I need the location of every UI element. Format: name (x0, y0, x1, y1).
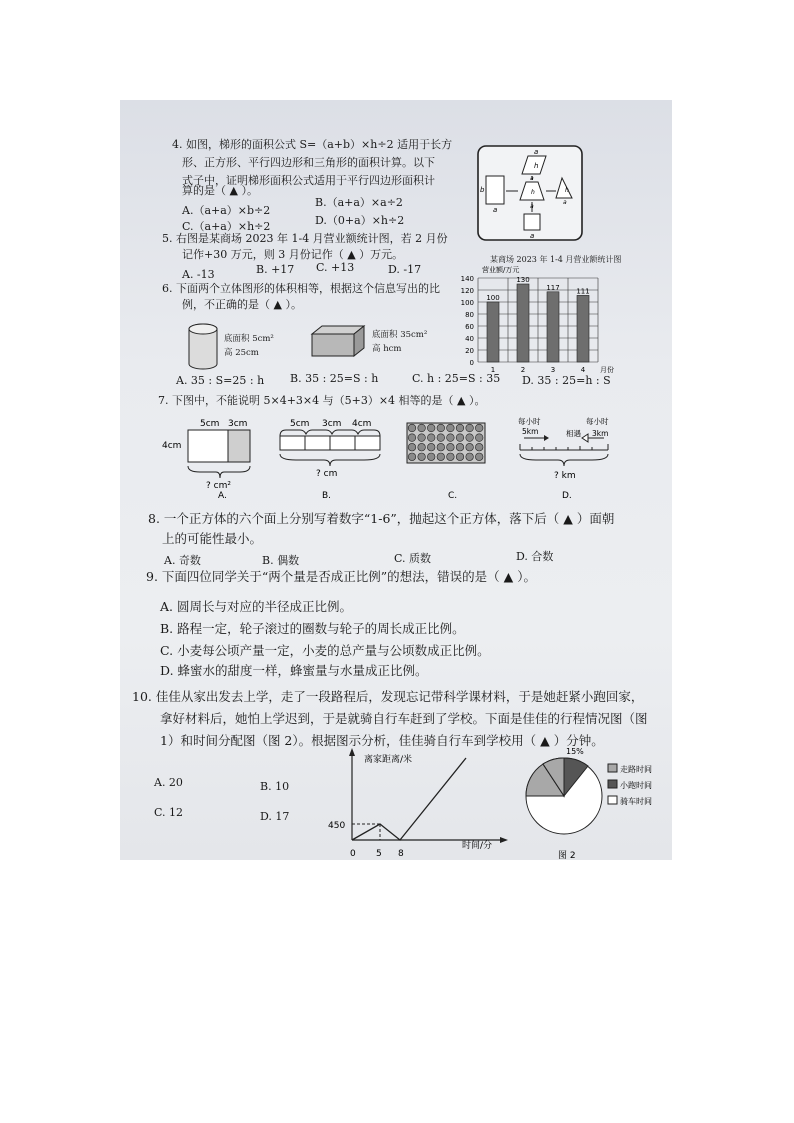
q5-line2: 记作+30 万元，则 3 月份记作（ ▲ ）万元。 (182, 248, 404, 261)
legend-bike-swatch (608, 796, 617, 804)
q5-option-c[interactable]: C. +13 (316, 261, 355, 274)
q4-fig-label: h (534, 162, 539, 170)
q10-line2: 拿好材料后，她怕上学迟到，于是就骑自行车赶到了学校。下面是佳佳的行程情况图（图 (160, 711, 648, 726)
q7-figure-a (160, 416, 260, 498)
exam-photo (120, 100, 672, 860)
q7b-top2: 3cm (322, 419, 342, 429)
q4-fig-label: a (493, 206, 498, 214)
q7b-top3: 4cm (352, 419, 372, 429)
grid-circle (437, 453, 445, 461)
cuboid-shape (310, 324, 366, 358)
q4-option-d[interactable]: D.（0+a）×h÷2 (315, 214, 405, 227)
q8-option-a[interactable]: A. 奇数 (164, 554, 201, 567)
grid-circle (437, 424, 445, 432)
grid-circle (418, 434, 426, 442)
grid-circle (475, 434, 483, 442)
y-tick-label: 120 (460, 287, 474, 295)
q7d-t3: 相遇 (566, 429, 581, 438)
q6-line1: 6. 下面两个立体图形的体积相等，根据这个信息写出的比 (162, 282, 440, 295)
y-tick-label: 140 (460, 275, 474, 283)
q7a-label: A. (218, 491, 227, 498)
grid-circle (408, 434, 416, 442)
grid-circle (466, 443, 474, 451)
chart-title: 某商场 2023 年 1-4 月营业额统计图 (490, 255, 622, 264)
bar-value-label: 130 (516, 276, 530, 284)
q4-fig-label: a (530, 203, 534, 210)
q10-graph-ylabel: 离家距离/米 (364, 755, 413, 765)
q8-option-d[interactable]: D. 合数 (516, 550, 554, 563)
grid-circle (466, 453, 474, 461)
grid-circle (418, 424, 426, 432)
q4-option-a[interactable]: A.（a+a）×b÷2 (182, 204, 271, 217)
q8-option-b[interactable]: B. 偶数 (262, 554, 300, 567)
q4-trapezoid-figure (476, 144, 584, 242)
grid-circle (466, 424, 474, 432)
q10-distance-time-graph (320, 744, 510, 860)
q8-option-c[interactable]: C. 质数 (394, 552, 432, 565)
x-tick-label: 4 (580, 366, 586, 374)
q4-fig-label: a (530, 175, 534, 182)
grid-circle (475, 453, 483, 461)
q9-option-d[interactable]: D. 蜂蜜水的甜度一样，蜂蜜量与水量成正比例。 (160, 663, 428, 678)
x-tick-label: 3 (550, 366, 556, 374)
q4-option-c[interactable]: C.（a+a）×h÷2 (182, 220, 271, 233)
grid-circle (427, 434, 435, 442)
q7a-top1: 5cm (200, 419, 220, 429)
q5-option-d[interactable]: D. -17 (388, 263, 422, 276)
cylinder-base-label: 底面积 5cm² (224, 334, 274, 344)
y-axis-label: 营业额/万元 (482, 266, 520, 274)
q4-fig-label: a (563, 199, 567, 206)
q10-graph-x0: 0 (350, 849, 356, 859)
grid-circle (437, 443, 445, 451)
x-axis-label: 月份 (600, 366, 614, 374)
q10-option-d[interactable]: D. 17 (260, 810, 290, 823)
x-tick-label: 1 (490, 366, 496, 374)
bar-value-label: 111 (576, 287, 590, 296)
q7-figure-d (516, 416, 616, 498)
grid-circle (437, 434, 445, 442)
bar (517, 284, 529, 362)
y-tick-label: 20 (465, 347, 474, 355)
q6-option-b[interactable]: B. 35 : 25=S : h (290, 372, 379, 385)
q7a-side: 4cm (162, 441, 182, 451)
y-tick-label: 40 (465, 335, 474, 343)
q10-option-b[interactable]: B. 10 (260, 780, 290, 793)
grid-circle (408, 443, 416, 451)
q10-option-c[interactable]: C. 12 (154, 806, 184, 819)
grid-circle (447, 434, 455, 442)
q10-graph-x8: 8 (398, 849, 404, 859)
q7d-t4: 每小时 (586, 417, 609, 426)
q10-line1: 10. 佳佳从家出发去上学，走了一段路程后，发现忘记带科学课材料，于是她赶紧小跑回家， (132, 689, 644, 704)
q7d-t2: 5km (522, 427, 539, 436)
grid-circle (475, 443, 483, 451)
q7d-bottom: ? km (554, 471, 576, 481)
y-tick-label: 100 (460, 299, 474, 307)
bar-value-label: 100 (486, 294, 500, 302)
q10-pie-legend-bike: 骑车时间 (620, 797, 652, 806)
q6-option-c[interactable]: C. h : 25=S : 35 (412, 372, 501, 385)
q7d-t5: 3km (592, 429, 609, 438)
q4-line4: 算的是（ ▲ ）。 (182, 184, 258, 197)
grid-circle (408, 424, 416, 432)
grid-circle (456, 424, 464, 432)
q10-pie-legend-run: 小跑时间 (620, 781, 652, 790)
q5-option-b[interactable]: B. +17 (256, 263, 295, 276)
q4-fig-label: a (530, 232, 535, 240)
q4-fig-label: h (565, 187, 569, 194)
q4-line2: 形、正方形、平行四边形和三角形的面积计算。以下 (182, 156, 435, 169)
q5-line1: 5. 右图是某商场 2023 年 1-4 月营业额统计图，若 2 月份 (162, 232, 448, 245)
q7-figure-b (276, 416, 386, 498)
y-tick-label: 80 (465, 311, 474, 319)
grid-circle (427, 443, 435, 451)
q7b-top1: 5cm (290, 419, 310, 429)
x-tick-label: 2 (520, 366, 526, 374)
q4-line1: 4. 如图，梯形的面积公式 S=（a+b）×h÷2 适用于长方 (172, 138, 453, 151)
q10-pie-pct: 15% (566, 747, 584, 756)
q9-option-b[interactable]: B. 路程一定，轮子滚过的圈数与轮子的周长成正比例。 (160, 621, 465, 636)
grid-circle (456, 434, 464, 442)
q6-option-a[interactable]: A. 35 : S=25 : h (176, 374, 265, 387)
bar (577, 295, 589, 362)
q6-option-d[interactable]: D. 35 : 25=h : S (522, 374, 611, 387)
q5-option-a[interactable]: A. -13 (182, 268, 215, 281)
grid-circle (418, 453, 426, 461)
q7a-top2: 3cm (228, 419, 248, 429)
grid-circle (466, 434, 474, 442)
legend-run-swatch (608, 780, 617, 788)
q10-time-pie-chart (522, 742, 670, 860)
q7-line1: 7. 下图中，不能说明 5×4+3×4 与（5+3）×4 相等的是（ ▲ ）。 (158, 394, 486, 407)
grid-circle (456, 443, 464, 451)
cuboid-height-label: 高 hcm (372, 344, 402, 354)
q8-line2: 上的可能性最小。 (162, 531, 263, 546)
q10-pie-legend-walk: 走路时间 (620, 765, 652, 774)
q10-line3: 1）和时间分配图（图 2）。根据图示分析，佳佳骑自行车到学校用（ ▲ ）分钟。 (160, 733, 604, 748)
bar (547, 292, 559, 362)
q7-figure-c (406, 422, 486, 498)
grid-circle (456, 453, 464, 461)
grid-circle (427, 424, 435, 432)
q9-option-c[interactable]: C. 小麦每公顷产量一定，小麦的总产量与公顷数成正比例。 (160, 643, 490, 658)
revenue-bar-chart (450, 262, 625, 380)
bar (487, 302, 499, 362)
q7d-t1: 每小时 (518, 417, 541, 426)
q4-line3: 式子中，证明梯形面积公式适用于平行四边形面积计 (182, 174, 435, 187)
q8-line1: 8. 一个正方体的六个面上分别写着数字“1-6”，抛起这个正方体，落下后（ ▲ ）面朝 (148, 511, 615, 526)
cylinder-shape (186, 322, 220, 372)
q10-graph-xlabel: 时间/分 (462, 841, 493, 851)
legend-walk-swatch (608, 764, 617, 772)
grid-circle (447, 453, 455, 461)
q7d-label: D. (562, 491, 572, 498)
grid-circle (447, 424, 455, 432)
q4-option-b[interactable]: B.（a+a）×a÷2 (315, 196, 403, 209)
grid-circle (418, 443, 426, 451)
grid-circle (475, 424, 483, 432)
q10-graph-x5: 5 (376, 849, 382, 859)
bar-value-label: 117 (546, 283, 560, 292)
cylinder-height-label: 高 25cm (224, 348, 259, 358)
q10-pie-caption: 图 2 (558, 851, 576, 860)
grid-circle (427, 453, 435, 461)
grid-circle (447, 443, 455, 451)
q4-fig-label: h (531, 189, 535, 196)
cuboid-base-label: 底面积 35cm² (372, 330, 428, 340)
q7a-bottom: ? cm² (206, 481, 231, 491)
q7c-label: C. (448, 491, 458, 498)
q6-line2: 例，不正确的是（ ▲ ）。 (182, 298, 302, 311)
y-tick-label: 0 (469, 359, 474, 367)
q9-line1: 9. 下面四位同学关于“两个量是否成正比例”的想法，错误的是（ ▲ ）。 (146, 569, 536, 584)
q4-fig-label: a (534, 148, 539, 156)
grid-circle (408, 453, 416, 461)
q4-fig-label: b (480, 186, 485, 194)
q9-option-a[interactable]: A. 圆周长与对应的半径成正比例。 (160, 599, 352, 614)
q7b-label: B. (322, 491, 332, 498)
q10-option-a[interactable]: A. 20 (154, 776, 183, 789)
y-tick-label: 60 (465, 323, 474, 331)
q10-graph-450: 450 (328, 821, 346, 831)
q7b-bottom: ? cm (316, 469, 338, 479)
